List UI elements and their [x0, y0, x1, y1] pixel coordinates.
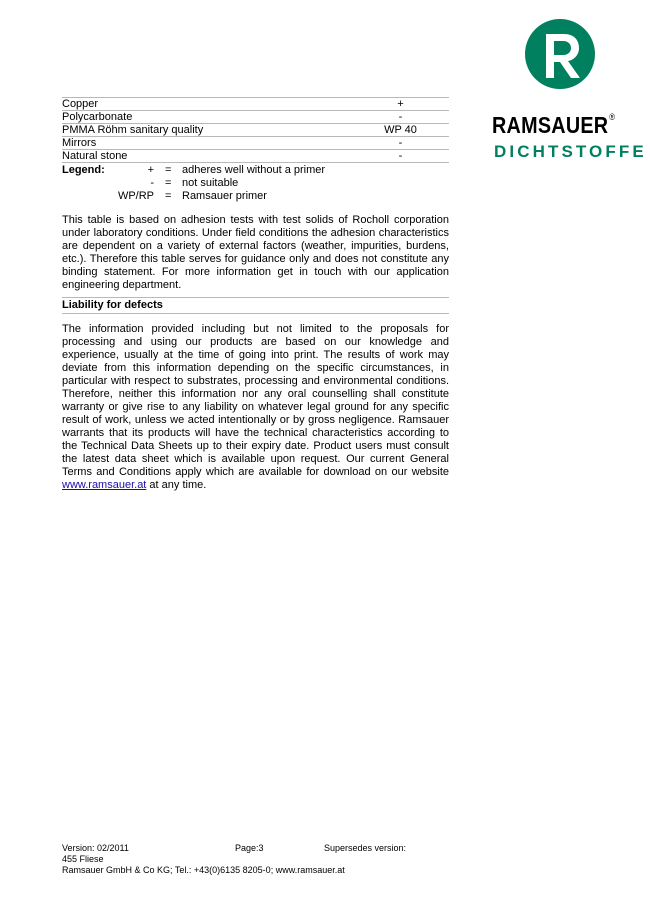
liability-paragraph: [62, 323, 449, 492]
value-cell: -: [352, 150, 449, 163]
footer-company: Ramsauer GmbH & Co KG; Tel.: +43(0)6135 8205-0; www.ramsauer.at: [62, 865, 345, 875]
liability-text: The information provided including but not limited to the proposals for processing and using our products are based on our knowledge and experience, usually at the time of going into print. The results of work may deviate from this information depending on the specific circumstances, in particular with respect to substrates, processing and environmental conditions. Therefore, neither this information nor any oral counselling shall constitute warranty or give rise to any liability on whatever legal ground for any specific result of work, unless we acted intentionally or by gross negligence. Ramsauer warrants that its products will have the technical characteristics according to the Technical Data Sheets up to their expiry date. Product users must consult the latest data sheet which is available upon request. Our current General Terms and Conditions apply which are available for download on our website: [62, 323, 449, 478]
legend-symbol: -: [150, 177, 154, 189]
legend-equals: =: [165, 190, 172, 202]
table-row: [62, 137, 449, 150]
legend-description: not suitable: [182, 177, 239, 189]
table-row: [62, 150, 449, 163]
material-cell: PMMA Röhm sanitary quality: [62, 124, 352, 137]
table-row: [62, 98, 449, 111]
legend: [62, 164, 449, 204]
legend-symbol: WP/RP: [117, 190, 154, 202]
logo-wordmark: RAMSAUER®: [492, 112, 616, 138]
table-row: [62, 124, 449, 137]
ramsauer-logo-icon: [524, 18, 596, 90]
adhesion-table: [62, 97, 449, 163]
material-cell: Copper: [62, 98, 352, 111]
logo-subtitle: DICHTSTOFFE: [494, 142, 647, 161]
liability-text-end: at any time.: [146, 479, 207, 491]
legend-equals: =: [165, 177, 172, 189]
legend-title: Legend:: [62, 164, 105, 176]
legend-item: [62, 177, 449, 190]
legend-item: [62, 164, 449, 177]
footer-page-number: Page:3: [235, 843, 264, 853]
liability-heading: Liability for defects: [62, 297, 449, 314]
legend-item: [62, 190, 449, 203]
website-link[interactable]: www.ramsauer.at: [62, 479, 147, 491]
value-cell: WP 40: [352, 124, 449, 137]
value-cell: -: [352, 111, 449, 124]
legend-symbol: +: [147, 164, 154, 176]
material-cell: Mirrors: [62, 137, 352, 150]
legend-description: Ramsauer primer: [182, 190, 267, 202]
table-row: [62, 111, 449, 124]
footer-version: Version: 02/2011: [62, 843, 129, 853]
footer-row: [62, 843, 462, 854]
value-cell: -: [352, 137, 449, 150]
legend-description: adheres well without a primer: [182, 164, 326, 176]
value-cell: +: [352, 98, 449, 111]
main-content: [62, 97, 449, 492]
guidance-paragraph: This table is based on adhesion tests with test solids of Rocholl corporation under laboratory conditions. Under field conditions the adhesion characteristics are dependent on a variety of external factors (weather, impurities, burdens, etc.). Therefore this table serves for guidance only and does not constitute any binding statement. For more information get in touch with our application engineering department.: [62, 214, 449, 291]
footer-supersedes: Supersedes version:: [324, 843, 407, 853]
footer-product: 455 Fliese: [62, 854, 104, 864]
material-cell: Polycarbonate: [62, 111, 352, 124]
legend-equals: =: [165, 164, 172, 176]
page-footer: [62, 843, 462, 876]
material-cell: Natural stone: [62, 150, 352, 163]
